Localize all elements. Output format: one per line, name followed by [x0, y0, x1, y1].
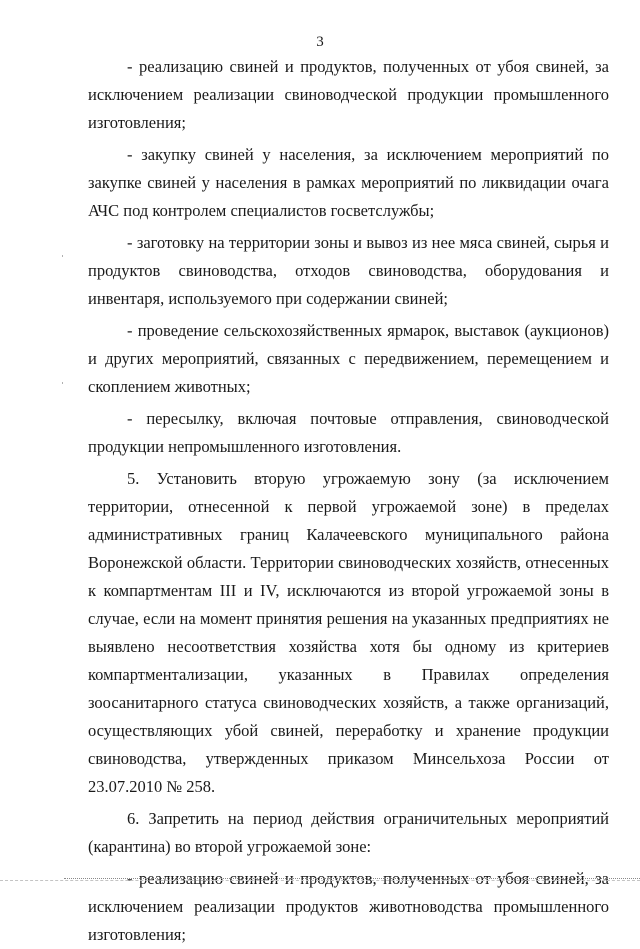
paragraph-sales-restriction: - реализацию свиней и продуктов, полученных от убоя свиней, за исключением реализации свиноводческой продукции промышленного изготовления; [88, 57, 609, 132]
paragraph-sales-restriction-second-zone: - реализацию свиней и продуктов, полученных от убоя свиней, за исключением реализации продуктов животноводства промышленного изготовления; [88, 869, 609, 944]
scan-bottom-edge [64, 878, 640, 879]
scan-bottom-edge-faint [0, 880, 640, 881]
paragraph-item-6: 6. Запретить на период действия ограничительных мероприятий (карантина) во второй угрожаемой зоне: [88, 809, 609, 856]
scan-margin-mark [62, 382, 63, 384]
document-body [88, 53, 609, 949]
paragraph-mailing-restriction: - пересылку, включая почтовые отправления, свиноводческой продукции непромышленного изготовления. [88, 409, 609, 456]
paragraph-item-5: 5. Установить вторую угрожаемую зону (за исключением территории, отнесенной к первой угрожаемой зоне) в пределах административных границ Калачеевского муниципального района Воронежской области. Территории свиноводческих хозяйств, отнесенных к компартментам III и IV, исключаются из второй угрожаемой зоны в случае, если на момент принятия решения на указанных предприятиях не выявлено несоответствия хозяйства хотя бы одному из критериев компартментализации, указанных в Правилах определения зоосанитарного статуса свиноводческих хозяйств, а также организаций, осуществляющих убой свиней, переработку и хранение продукции свиноводства, утвержденных приказом Минсельхоза России от 23.07.2010 № 258. [88, 469, 609, 796]
scan-margin-mark [62, 255, 63, 257]
page-number: 3 [316, 34, 324, 50]
paragraph-procurement-restriction: - заготовку на территории зоны и вывоз из нее мяса свиней, сырья и продуктов свиноводства, отходов свиноводства, оборудования и инвентаря, используемого при содержании свиней; [88, 233, 609, 308]
paragraph-fairs-restriction: - проведение сельскохозяйственных ярмарок, выставок (аукционов) и других мероприятий, связанных с передвижением, перемещением и скоплением животных; [88, 321, 609, 396]
paragraph-purchase-restriction: - закупку свиней у населения, за исключением мероприятий по закупке свиней у населения в рамках мероприятий по ликвидации очага АЧС под контролем специалистов госветслужбы; [88, 145, 609, 220]
